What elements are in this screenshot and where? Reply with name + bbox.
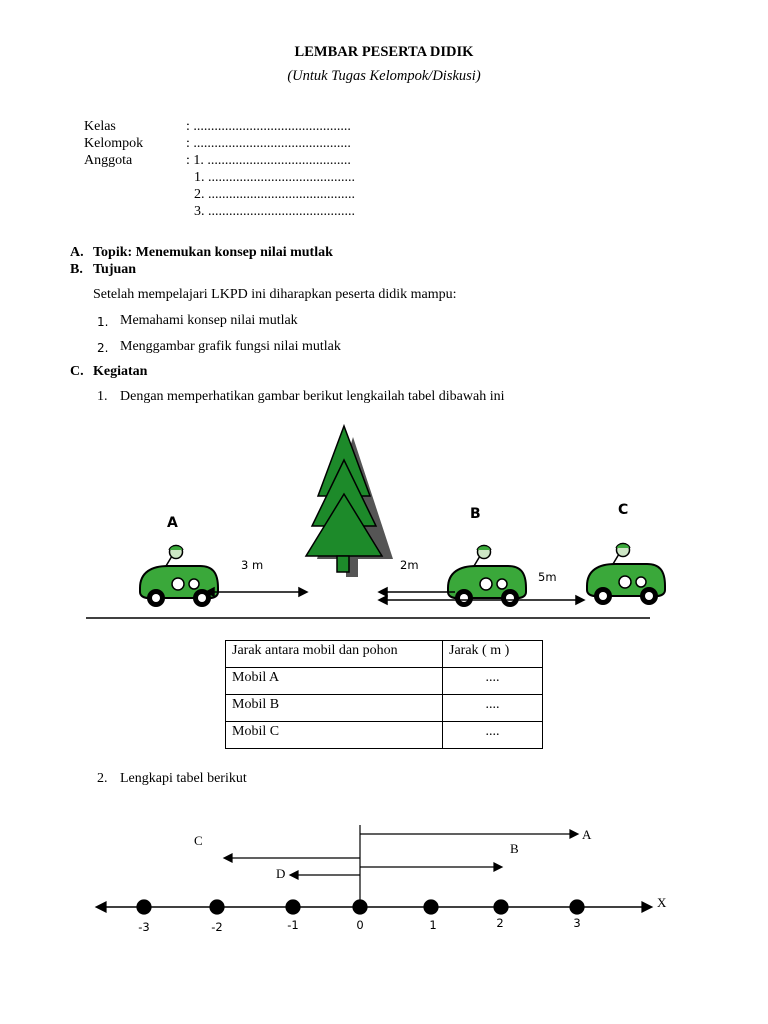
distance-c-label: 5m bbox=[538, 570, 557, 584]
section-b-heading: Tujuan bbox=[93, 262, 137, 277]
section-b-marker: B. bbox=[70, 262, 83, 277]
table-row bbox=[226, 722, 543, 749]
table-row bbox=[226, 668, 543, 695]
number-line-point bbox=[570, 900, 584, 914]
table-header: Jarak antara mobil dan pohon bbox=[226, 641, 443, 668]
tick-label: -2 bbox=[211, 920, 223, 934]
number-line-point bbox=[137, 900, 151, 914]
arrow-d-head bbox=[290, 871, 298, 879]
tree-icon bbox=[306, 426, 393, 577]
number-line-point bbox=[210, 900, 224, 914]
table-cell[interactable]: .... bbox=[443, 668, 543, 695]
number-line-diagram bbox=[0, 815, 768, 945]
table-cell: Mobil B bbox=[226, 695, 443, 722]
arrow-c-head bbox=[224, 854, 232, 862]
table-row bbox=[226, 695, 543, 722]
page-subtitle: (Untuk Tugas Kelompok/Diskusi) bbox=[287, 68, 481, 84]
activity-1-number: 1. bbox=[97, 389, 108, 404]
tick-label: 2 bbox=[496, 916, 504, 930]
goal-2-text: Menggambar grafik fungsi nilai mutlak bbox=[120, 339, 341, 354]
anggota-field-3: 2. .......................................... bbox=[194, 187, 355, 202]
arrow-a-head bbox=[570, 830, 578, 838]
arrow-d-label: D bbox=[276, 866, 286, 881]
goal-1-text: Memahami konsep nilai mutlak bbox=[120, 313, 298, 328]
number-line-point bbox=[353, 900, 367, 914]
x-axis-right-head bbox=[642, 902, 652, 912]
activity-2-number: 2. bbox=[97, 771, 108, 786]
distance-table bbox=[225, 640, 543, 749]
x-axis-label: X bbox=[657, 895, 667, 910]
goal-2-number: 2. bbox=[97, 341, 109, 355]
activity-1-text: Dengan memperhatikan gambar berikut lengkailah tabel dibawah ini bbox=[120, 389, 505, 404]
goal-1-number: 1. bbox=[97, 315, 109, 329]
page-title: LEMBAR PESERTA DIDIK bbox=[294, 44, 474, 60]
anggota-label: Anggota bbox=[84, 153, 133, 168]
table-cell[interactable]: .... bbox=[443, 722, 543, 749]
distance-a-label: 3 m bbox=[241, 558, 264, 572]
tick-label: -1 bbox=[287, 918, 299, 932]
car-a-icon bbox=[140, 546, 218, 608]
arrow-a-label: A bbox=[582, 827, 592, 842]
section-c-marker: C. bbox=[70, 364, 84, 379]
section-a-heading: Topik: Menemukan konsep nilai mutlak bbox=[93, 245, 333, 260]
kelompok-field: : ............................................. bbox=[186, 136, 351, 151]
anggota-field-1: : 1. ......................................... bbox=[186, 153, 351, 168]
tick-label: 0 bbox=[356, 918, 364, 932]
activity-2-text: Lengkapi tabel berikut bbox=[120, 771, 247, 786]
section-c-heading: Kegiatan bbox=[93, 364, 148, 379]
section-b-intro: Setelah mempelajari LKPD ini diharapkan peserta didik mampu: bbox=[93, 287, 457, 302]
distance-arrows bbox=[206, 588, 584, 604]
car-b-label: B bbox=[470, 506, 481, 522]
tick-label: -3 bbox=[138, 920, 150, 934]
distance-b-label: 2m bbox=[400, 558, 419, 572]
arrow-b-label: B bbox=[510, 841, 519, 856]
anggota-field-2: 1. .......................................... bbox=[194, 170, 355, 185]
kelas-field: : ............................................. bbox=[186, 119, 351, 134]
table-header-row bbox=[226, 641, 543, 668]
kelas-label: Kelas bbox=[84, 119, 116, 134]
table-cell[interactable]: .... bbox=[443, 695, 543, 722]
tick-label: 1 bbox=[429, 918, 437, 932]
car-c-icon bbox=[587, 544, 665, 606]
kelompok-label: Kelompok bbox=[84, 136, 144, 151]
arrow-b-head bbox=[494, 863, 502, 871]
number-line-point bbox=[494, 900, 508, 914]
car-b-icon bbox=[448, 546, 526, 608]
number-line-point bbox=[286, 900, 300, 914]
table-header: Jarak ( m ) bbox=[443, 641, 543, 668]
section-a-marker: A. bbox=[70, 245, 84, 260]
arrow-c-label: C bbox=[194, 833, 203, 848]
car-a-label: A bbox=[167, 515, 178, 531]
x-axis-left-head bbox=[96, 902, 106, 912]
table-cell: Mobil C bbox=[226, 722, 443, 749]
car-c-label: C bbox=[618, 502, 629, 518]
car-tree-illustration bbox=[0, 420, 768, 630]
table-cell: Mobil A bbox=[226, 668, 443, 695]
tick-label: 3 bbox=[573, 916, 581, 930]
number-line-point bbox=[424, 900, 438, 914]
anggota-field-4: 3. .......................................... bbox=[194, 204, 355, 219]
